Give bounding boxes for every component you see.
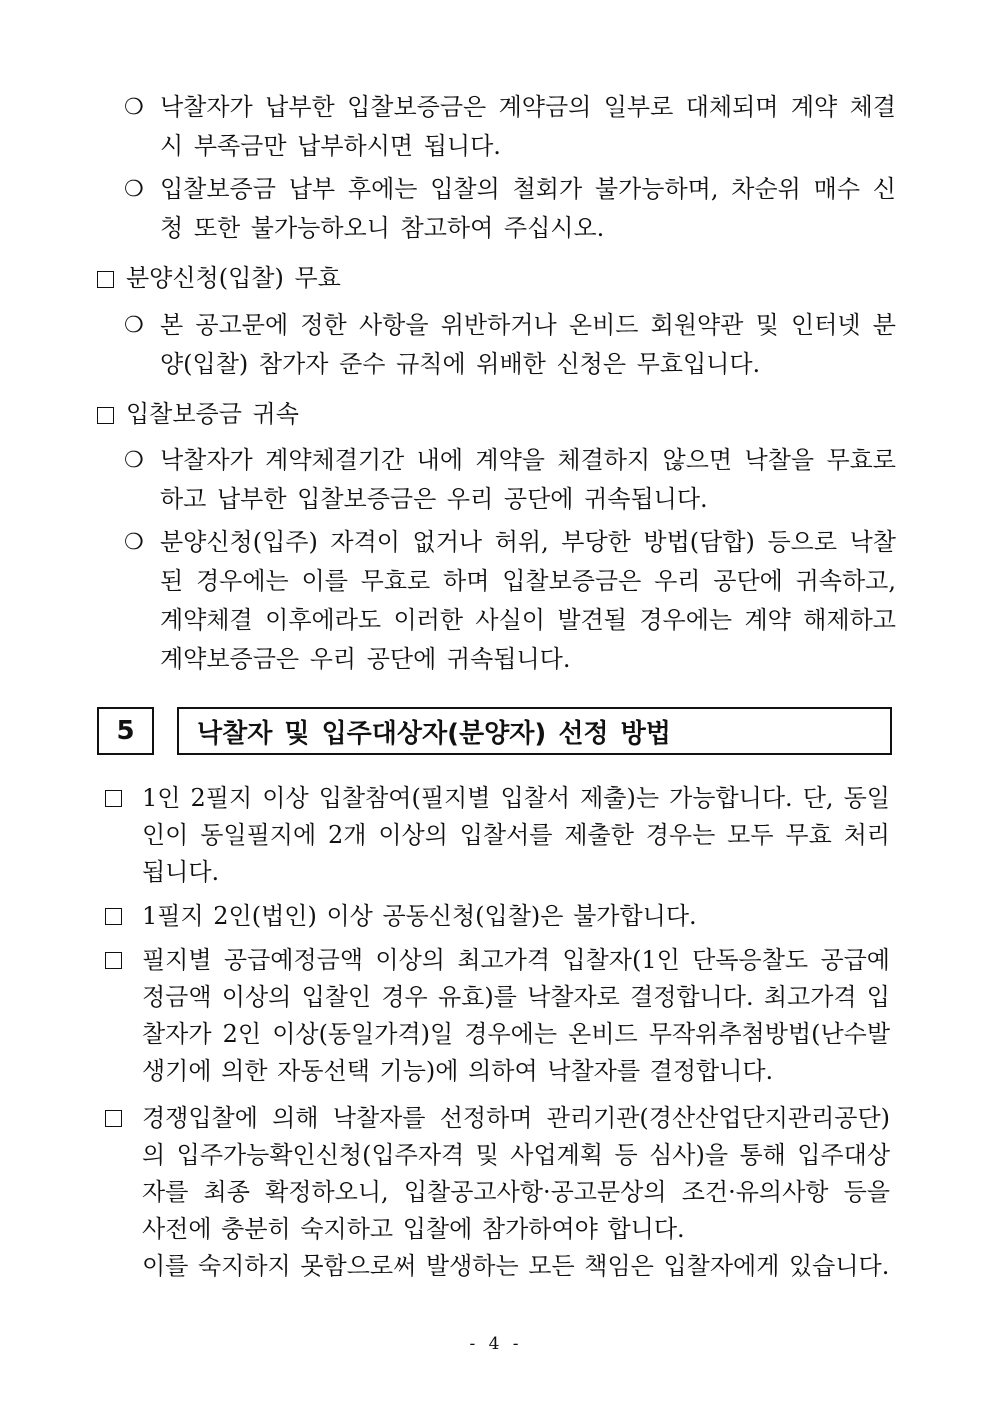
subheading-forfeit (97, 398, 299, 430)
note-text: 이를 숙지하지 못함으로써 발생하는 모든 책임은 입찰자에게 있습니다. (142, 1252, 890, 1280)
circle-bullet-icon: ❍ (124, 177, 144, 202)
circle-bullet-icon: ❍ (124, 530, 144, 555)
section-number: 5 (97, 707, 154, 755)
bullet-invalid-rule (124, 306, 896, 384)
rule-text: 경쟁입찰에 의해 낙찰자를 선정하며 관리기관(경산산업단지관리공단)의 입주가능확인신청(입주자격 및 사업계획 등 심사)을 통해 입주대상자를 최종 확정하오니, 입찰공고사항·공고문상의 조건·유의사항 등을 사전에 충분히 숙지하고 입찰에 참가하여야 합니다. (142, 1104, 890, 1243)
square-bullet-icon (105, 952, 122, 969)
circle-bullet-icon: ❍ (124, 313, 144, 338)
rule-text: 필지별 공급예정금액 이상의 최고가격 입찰자(1인 단독응찰도 공급예정금액 이상의 입찰인 경우 유효)를 낙찰자로 결정합니다. 최고가격 입찰자가 2인 이상(동일가격)일 경우에는 온비드 무작위추첨방법(난수발생기에 의한 자동선택 기능)에 의하여 낙찰자를 결정합니다. (142, 946, 890, 1085)
bullet-text: 낙찰자가 납부한 입찰보증금은 계약금의 일부로 대체되며 계약 체결 시 부족금만 납부하시면 됩니다. (160, 93, 896, 160)
square-bullet-icon (97, 407, 114, 424)
bullet-deposit-replacement (124, 88, 896, 166)
page-number: - 4 - (469, 1334, 523, 1354)
rule-highest-bidder (142, 942, 890, 1090)
section-title-text: 낙찰자 및 입주대상자(분양자) 선정 방법 (197, 718, 671, 749)
bullet-text: 낙찰자가 계약체결기간 내에 계약을 체결하지 않으면 낙찰을 무효로 하고 납부한 입찰보증금은 우리 공단에 귀속됩니다. (160, 446, 896, 513)
responsibility-note (142, 1248, 890, 1285)
square-bullet-icon (105, 908, 122, 925)
subheading-invalid (97, 262, 341, 294)
square-bullet-icon (105, 1110, 122, 1127)
rule-text: 1필지 2인(법인) 이상 공동신청(입찰)은 불가합니다. (142, 902, 697, 930)
subheading-text: 분양신청(입찰) 무효 (126, 264, 341, 292)
square-bullet-icon (105, 790, 122, 807)
bullet-text: 입찰보증금 납부 후에는 입찰의 철회가 불가능하며, 차순위 매수 신청 또한 불가능하오니 참고하여 주십시오. (160, 175, 896, 242)
rule-no-joint-bid (142, 898, 890, 935)
subheading-text: 입찰보증금 귀속 (126, 400, 299, 428)
circle-bullet-icon: ❍ (124, 448, 144, 473)
bullet-text: 본 공고문에 정한 사항을 위반하거나 온비드 회원약관 및 인터넷 분양(입찰) 참가자 준수 규칙에 위배한 신청은 무효입니다. (160, 311, 896, 378)
bullet-withdrawal-impossible (124, 170, 896, 248)
bullet-forfeit-disqualified (124, 523, 896, 679)
bullet-text: 분양신청(입주) 자격이 없거나 허위, 부당한 방법(담합) 등으로 낙찰된 경우에는 이를 무효로 하며 입찰보증금은 우리 공단에 귀속하고, 계약체결 이후에라도 이러한 사실이 발견될 경우에는 계약 해제하고 계약보증금은 우리 공단에 귀속됩니다. (160, 528, 896, 673)
circle-bullet-icon: ❍ (124, 95, 144, 120)
rule-competitive-bid (142, 1100, 890, 1248)
rule-multiple-parcels (142, 780, 890, 891)
square-bullet-icon (97, 271, 114, 288)
rule-text: 1인 2필지 이상 입찰참여(필지별 입찰서 제출)는 가능합니다. 단, 동일인이 동일필지에 2개 이상의 입찰서를 제출한 경우는 모두 무효 처리됩니다. (142, 784, 890, 886)
bullet-forfeit-no-contract (124, 441, 896, 519)
section-title (177, 707, 892, 755)
